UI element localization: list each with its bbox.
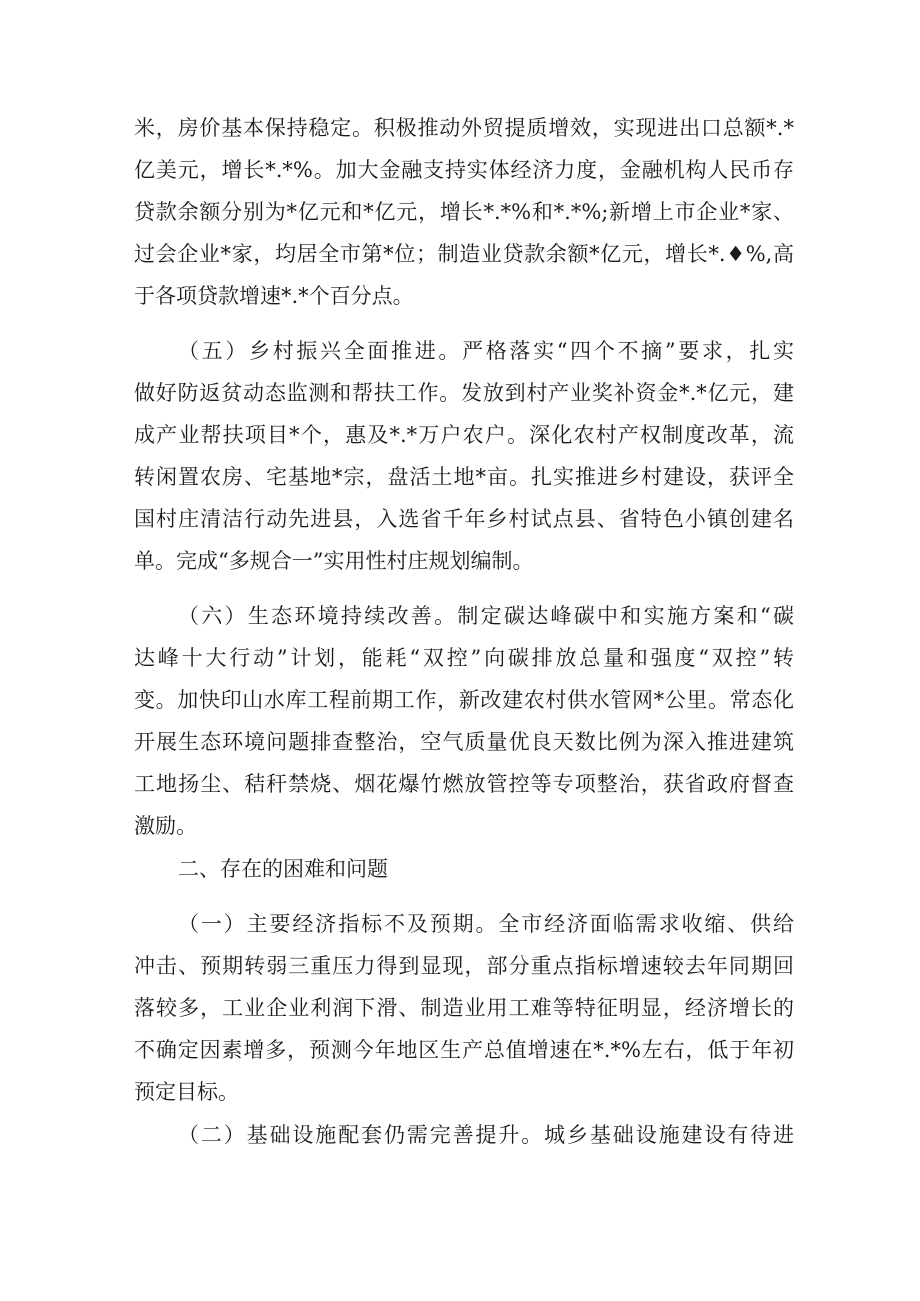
text-line: 做好防返贫动态监测和帮扶工作。发放到村产业奖补资金*.*亿元，建 — [134, 381, 794, 405]
section-heading: 二、存在的困难和问题 — [178, 857, 388, 881]
text-line: 于各项贷款增速*.*个百分点。 — [134, 284, 414, 308]
text-line: 不确定因素增多，预测今年地区生产总值增速在*.*%左右，低于年初 — [134, 1038, 794, 1062]
text-line: 冲击、预期转弱三重压力得到显现，部分重点指标增速较去年同期回 — [134, 954, 794, 978]
text-line: 亿美元，增长*.*%。加大金融支持实体经济力度，金融机构人民币存 — [134, 158, 794, 182]
text-line: 贷款余额分别为*亿元和*亿元，增长*.*%和*.*%;新增上市企业*家、 — [134, 200, 794, 224]
paragraph-heading-five: （五）乡村振兴全面推进。严格落实“四个不摘”要求，扎实 — [178, 339, 794, 363]
text-line: 米，房价基本保持稳定。积极推动外贸提质增效，实现进出口总额*.* — [134, 116, 794, 140]
text-line: 单。完成“多规合一”实用性村庄规划编制。 — [134, 549, 534, 573]
paragraph-heading-one: （一）主要经济指标不及预期。全市经济面临需求收缩、供给 — [178, 912, 794, 936]
text-line: 达峰十大行动”计划，能耗“双控”向碳排放总量和强度“双控”转 — [134, 646, 794, 670]
text-line: 变。加快印山水库工程前期工作，新改建农村供水管网*公里。常态化 — [134, 688, 794, 712]
text-line: 开展生态环境问题排查整治，空气质量优良天数比例为深入推进建筑 — [134, 730, 794, 754]
text-line: 工地扬尘、秸秆禁烧、烟花爆竹燃放管控等专项整治，获省政府督查 — [134, 772, 794, 796]
text-line: 过会企业*家，均居全市第*位；制造业贷款余额*亿元，增长*.♦%,高 — [134, 242, 794, 266]
text-line: 落较多，工业企业利润下滑、制造业用工难等特征明显，经济增长的 — [134, 996, 794, 1020]
text-line: 预定目标。 — [134, 1080, 239, 1104]
text-line: 转闲置农房、宅基地*宗，盘活土地*亩。扎实推进乡村建设，获评全 — [134, 465, 794, 489]
text-line: 国村庄清洁行动先进县，入选省千年乡村试点县、省特色小镇创建名 — [134, 507, 794, 531]
paragraph-heading-six: （六）生态环境持续改善。制定碳达峰碳中和实施方案和“碳 — [178, 604, 794, 628]
paragraph-heading-two: （二）基础设施配套仍需完善提升。城乡基础设施建设有待进 — [178, 1123, 794, 1147]
text-line: 成产业帮扶项目*个，惠及*.*万户农户。深化农村产权制度改革，流 — [134, 423, 794, 447]
text-line: 激励。 — [134, 814, 197, 838]
